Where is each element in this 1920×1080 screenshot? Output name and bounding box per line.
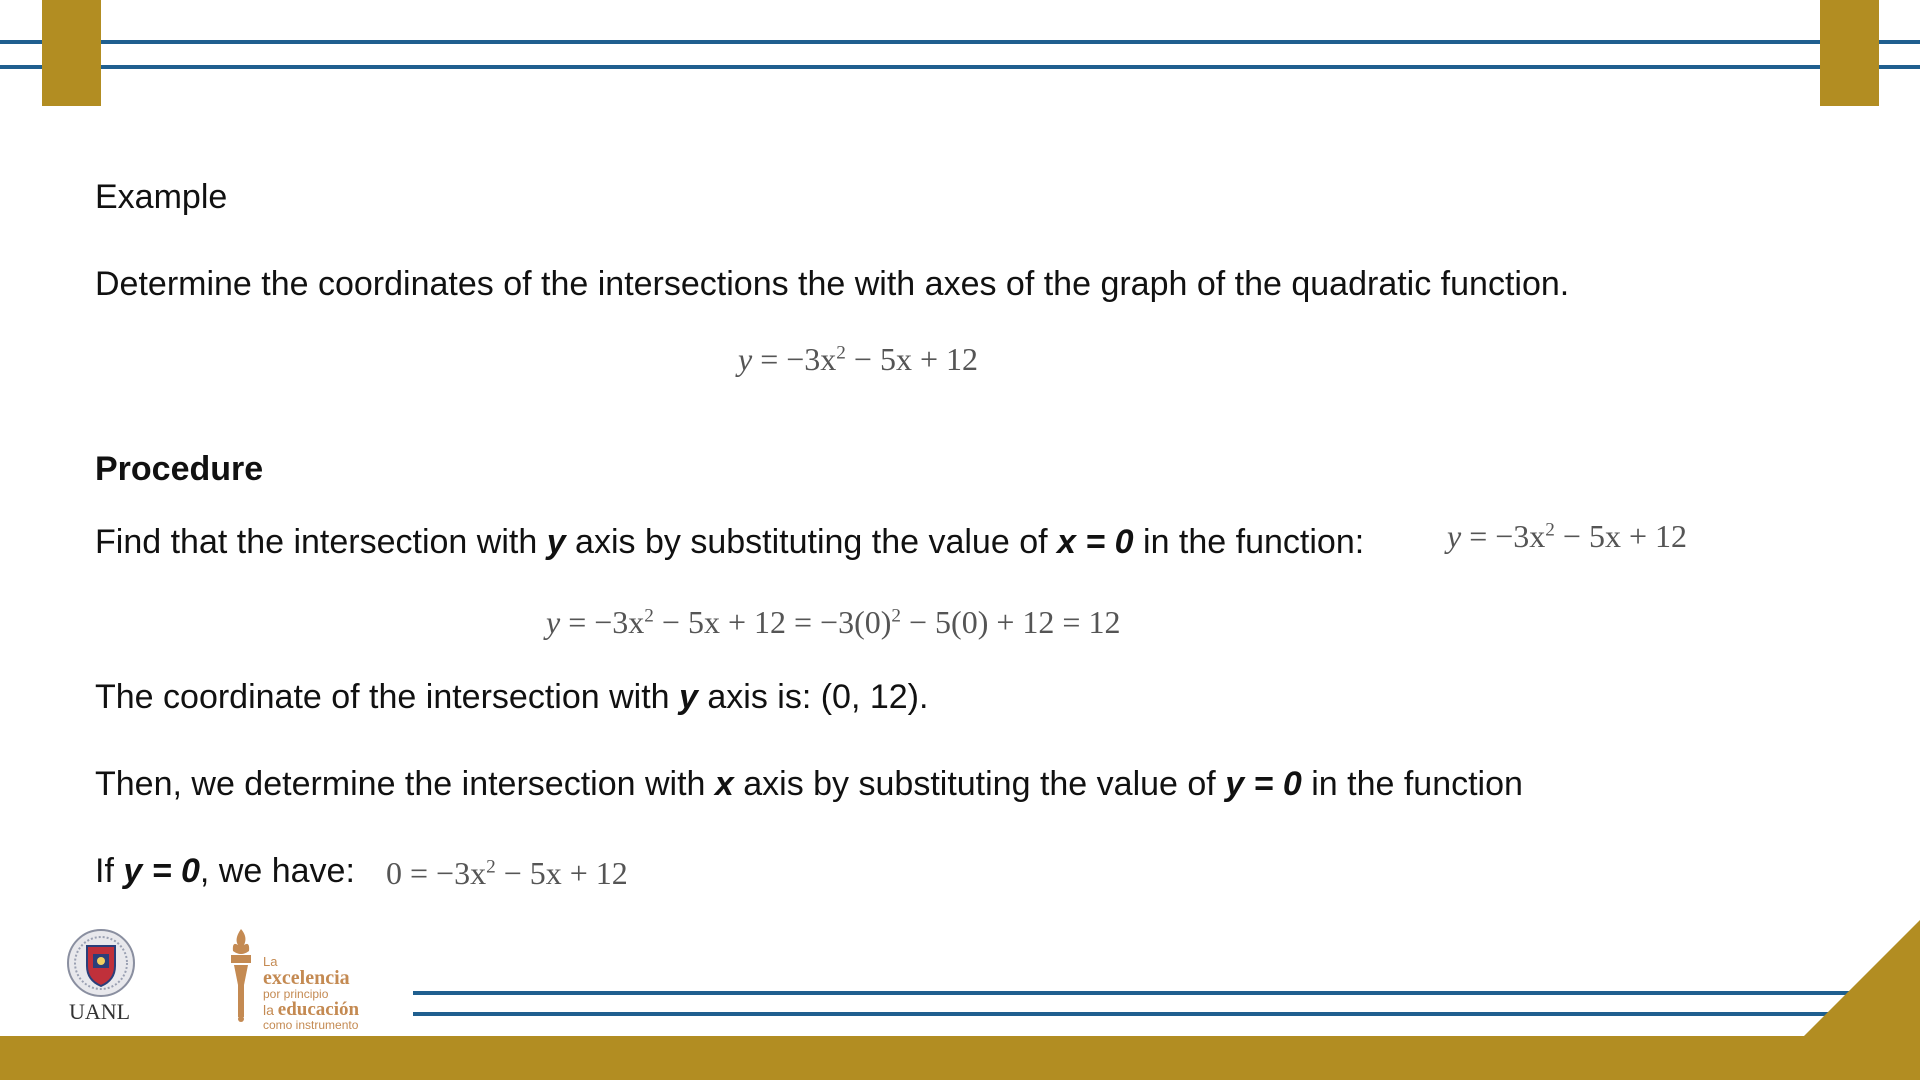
motto-line5: como instrumento [263,1018,359,1032]
bottom-gold-band [0,1036,1920,1080]
main-equation: $y = -3x^2 - 5x + 12$ [738,341,978,377]
uanl-label: UANL [69,999,131,1024]
slide-heading: Example [95,178,228,216]
uanl-seal-icon [66,928,136,998]
motto-line4: la educación [263,999,360,1020]
motto-block [263,955,359,1031]
step3-equation: $0 = -3x^2 - 5x + 12$ [386,855,628,891]
bottom-line-lower [413,1012,1833,1016]
step1-text: Find that the intersection with y axis by substituting the value of x = 0 in the function: [95,523,1365,561]
motto-line3: por principio [263,987,329,1001]
bottom-right-gold-triangle [1800,920,1920,1040]
motto-line2: excelencia [263,967,350,989]
step1-equation: $y = -3x^2 - 5x + 12$ [1447,518,1687,554]
motto-line1: La [263,954,278,969]
step2-text: Then, we determine the intersection with x axis by substituting the value of y = 0 in the function [95,765,1523,803]
step3-text: If y = 0, we have: [95,852,355,890]
torch-icon [226,927,256,1023]
bottom-line-upper [413,991,1853,995]
top-right-gold-block [1820,0,1879,106]
result1-text: The coordinate of the intersection with y axis is: (0, 12). [95,678,929,716]
top-left-gold-block [42,0,101,106]
top-line-upper [0,40,1920,44]
substitution-equation: $y = -3x^2 - 5x + 12 = -3(0)^2 - 5(0) + 12 = 12$ [546,604,1121,640]
procedure-heading: Procedure [95,450,264,488]
instruction-text: Determine the coordinates of the intersections the with axes of the graph of the quadratic function. [95,265,1570,303]
top-line-lower [0,65,1920,69]
